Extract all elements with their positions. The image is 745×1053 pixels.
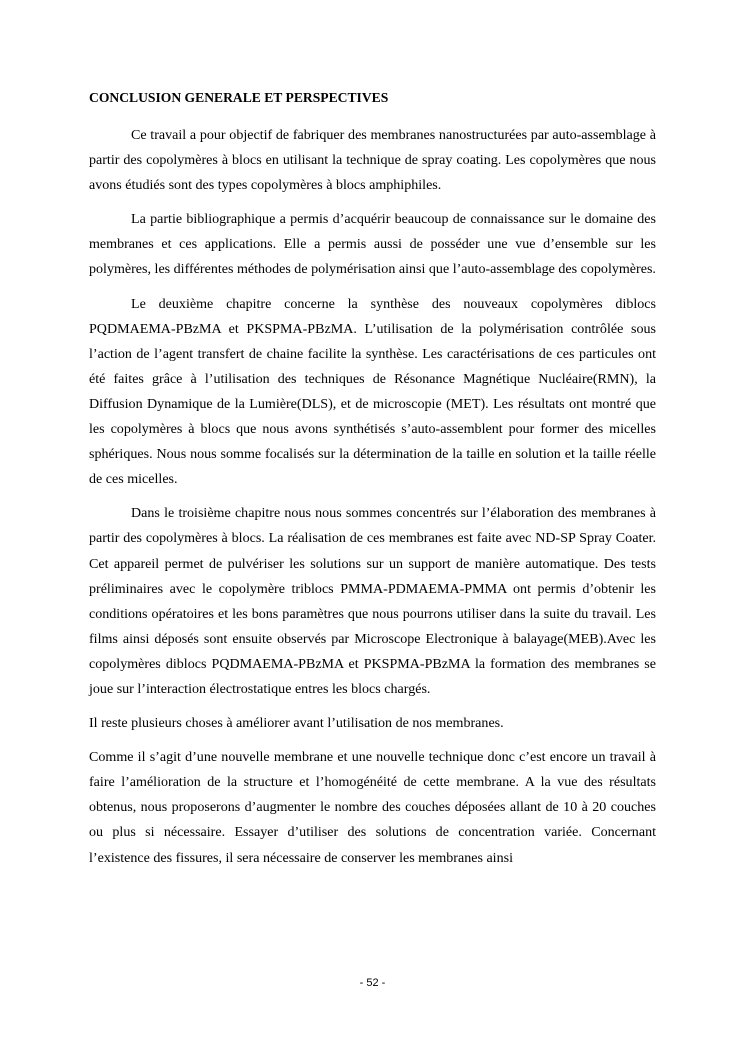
paragraph-chapter-two: Le deuxième chapitre concerne la synthèse des nouveaux copolymères diblocs PQDMAEMA-PBzMA et PKSPMA-PBzMA. L’utilisation de la polymérisation contrôlée sous l’action de l’agent transfert de chaine facilite la synthèse. Les caractérisations de ces particules ont été faites grâce à l’utilisation des techniques de Résonance Magnétique Nucléaire(RMN), la Diffusion Dynamique de la Lumière(DLS), et de microscopie (MET). Les résultats ont montré que les copolymères à blocs que nous avons synthétisés s’auto-assemblent pour former des micelles sphériques. Nous nous somme focalisés sur la détermination de la taille en solution et la taille réelle de ces micelles. (89, 295, 656, 488)
paragraph-bibliography: La partie bibliographique a permis d’acquérir beaucoup de connaissance sur le domaine des membranes et ces applications. Elle a permis aussi de posséder une vue d’ensemble sur les polymères, les différentes méthodes de polymérisation ainsi que l’auto-assemblage des copolymères. (89, 211, 656, 278)
paragraph-chapter-three: Dans le troisième chapitre nous nous sommes concentrés sur l’élaboration des membranes à partir des copolymères à blocs. La réalisation de ces membranes est faite avec ND-SP Spray Coater. Cet appareil permet de pulvériser les solutions sur un support de manière automatique. Des tests préliminaires avec le copolymère triblocs PMMA-PDMAEMA-PMMA ont permis d’obtenir les conditions opératoires et les bons paramètres que nous pourrons utiliser dans la suite du travail. Les films ainsi déposés sont ensuite observés par Microscope Electronique à balayage(MEB).Avec les copolymères diblocs PQDMAEMA-PBzMA et PKSPMA-PBzMA la formation des membranes se joue sur l’interaction électrostatique entres les blocs chargés. (89, 505, 656, 697)
paragraph-improvements: Il reste plusieurs choses à améliorer avant l’utilisation de nos membranes. (89, 715, 504, 732)
paragraph-perspectives: Comme il s’agit d’une nouvelle membrane et une nouvelle technique donc c’est encore un travail à faire l’amélioration de la structure et l’homogénéité de cette membrane. A la vue des résultats obtenus, nous proposerons d’augmenter le nombre des couches déposées allant de 10 à 20 couches ou plus si nécessaire. Essayer d’utiliser des solutions de concentration variée. Concernant l’existence des fissures, il sera nécessaire de conserver les membranes ainsi (89, 749, 656, 866)
section-heading: CONCLUSION GENERALE ET PERSPECTIVES (89, 90, 389, 105)
body-text (89, 123, 656, 880)
paragraph-objective: Ce travail a pour objectif de fabriquer des membranes nanostructurées par auto-assemblage à partir des copolymères à blocs en utilisant la technique de spray coating. Les copolymères que nous avons étudiés sont des types copolymères à blocs amphiphiles. (89, 127, 656, 194)
page-number: - 52 - (359, 977, 386, 989)
